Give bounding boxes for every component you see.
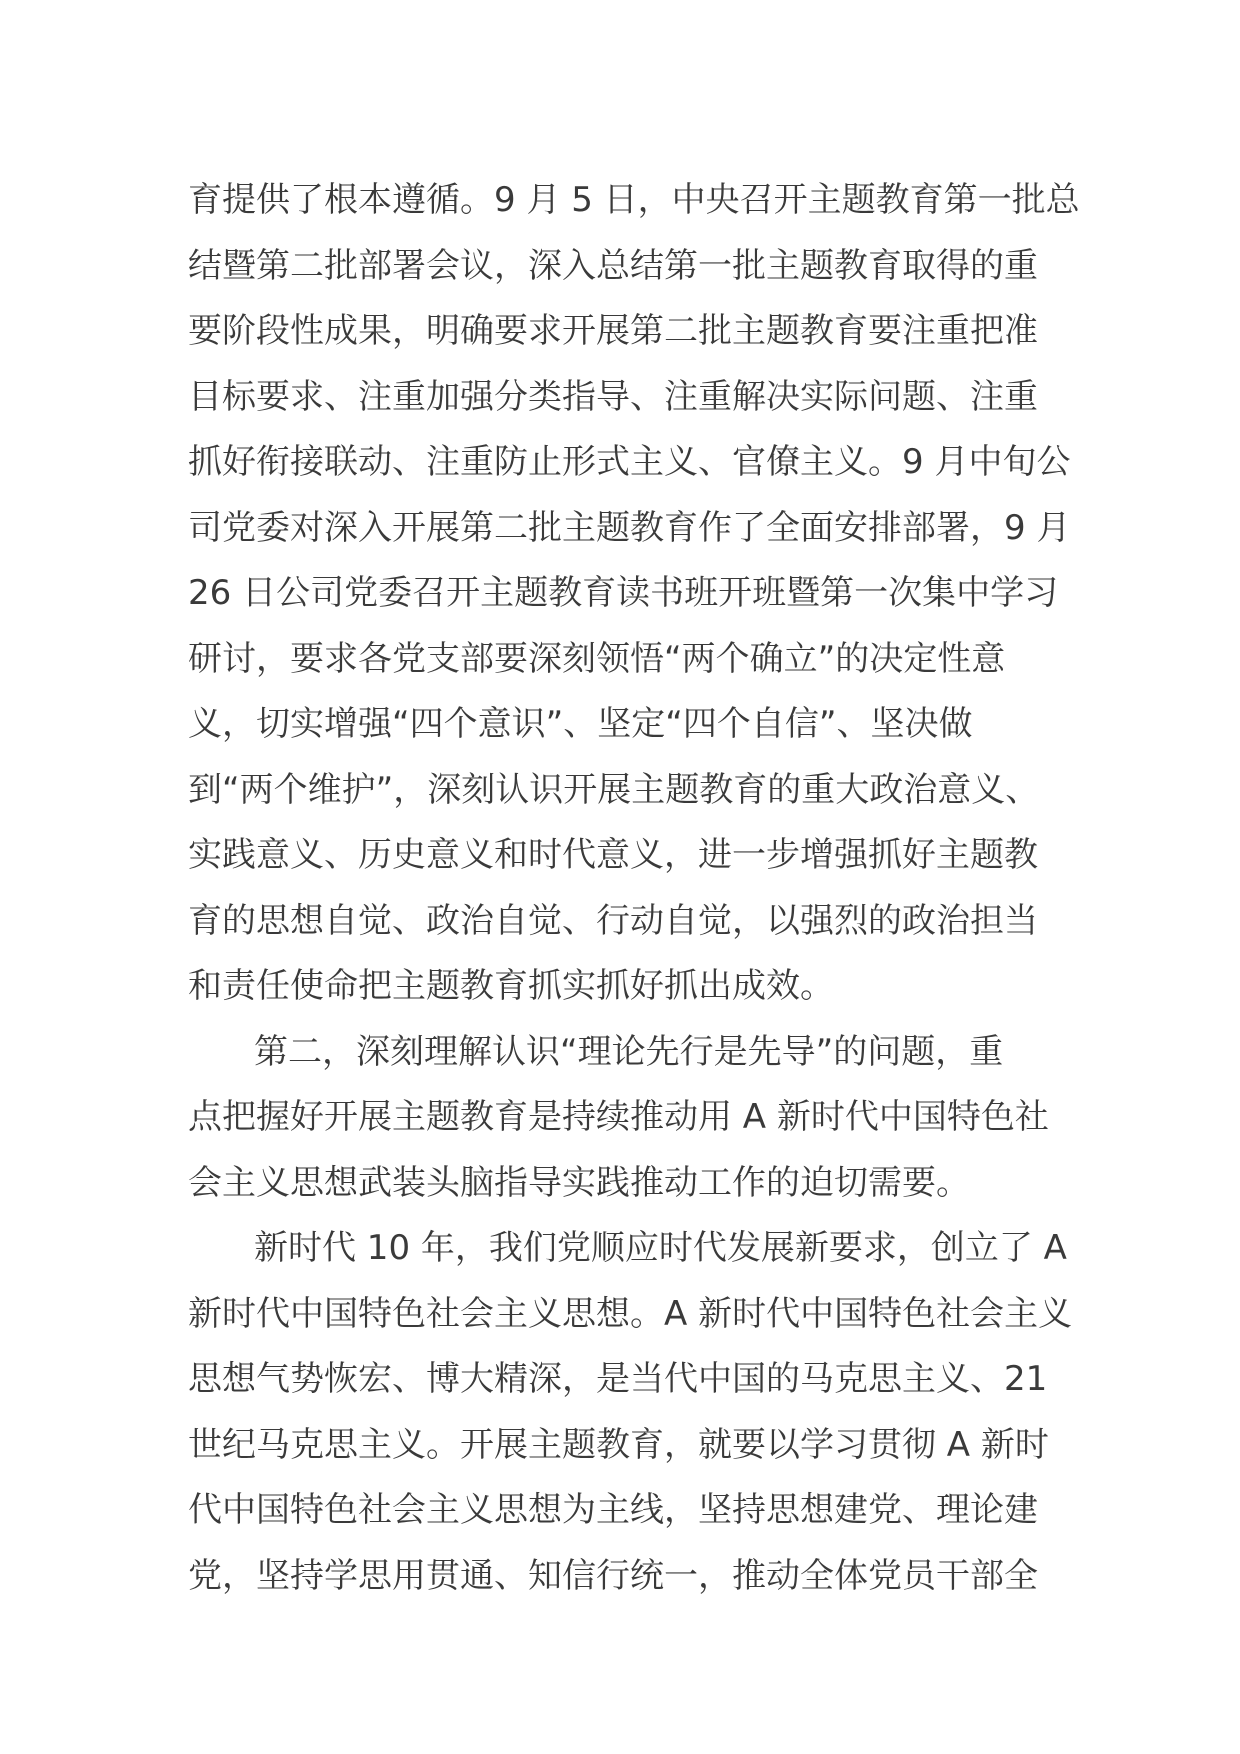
text-line: 党，坚持学思用贯通、知信行统一，推动全体党员干部全 — [188, 1555, 1038, 1596]
body-text — [188, 168, 1080, 1609]
text-line: 代中国特色社会主义思想为主线，坚持思想建党、理论建 — [188, 1490, 1038, 1530]
text-line: 抓好衔接联动、注重防止形式主义、官僚主义。9 月中旬公 — [188, 442, 1071, 482]
text-line: 育提供了根本遵循。9 月 5 日，中央召开主题教育第一批总 — [188, 180, 1080, 220]
text-line: 思想气势恢宏、博大精深，是当代中国的马克思主义、21 — [188, 1359, 1048, 1399]
text-line: 义，切实增强“四个意识”、坚定“四个自信”、坚决做 — [188, 704, 973, 744]
text-line: 育的思想自觉、政治自觉、行动自觉，以强烈的政治担当 — [188, 900, 1038, 941]
text-line: 实践意义、历史意义和时代意义，进一步增强抓好主题教 — [188, 835, 1038, 875]
text-line: 研讨，要求各党支部要深刻领悟“两个确立”的决定性意 — [188, 638, 1006, 679]
text-line: 点把握好开展主题教育是持续推动用 A 新时代中国特色社 — [188, 1097, 1049, 1137]
paragraph — [188, 168, 1080, 1020]
text-line: 结暨第二批部署会议，深入总结第一批主题教育取得的重 — [188, 245, 1038, 286]
text-line: 新时代中国特色社会主义思想。A 新时代中国特色社会主义 — [188, 1293, 1073, 1334]
text-line: 到“两个维护”，深刻认识开展主题教育的重大政治意义、 — [188, 769, 1040, 810]
text-line: 世纪马克思主义。开展主题教育，就要以学习贯彻 A 新时 — [188, 1424, 1049, 1465]
text-line: 会主义思想武装头脑指导实践推动工作的迫切需要。 — [188, 1162, 970, 1203]
text-line: 司党委对深入开展第二批主题教育作了全面安排部署，9 月 — [188, 507, 1071, 548]
paragraph — [188, 1216, 1073, 1609]
text-line: 26 日公司党委召开主题教育读书班开班暨第一次集中学习 — [188, 573, 1059, 613]
text-line: 和责任使命把主题教育抓实抓好抓出成效。 — [188, 966, 834, 1006]
paragraph — [188, 1020, 1068, 1217]
text-line: 新时代 10 年，我们党顺应时代发展新要求，创立了 A — [254, 1228, 1067, 1268]
text-line: 第二，深刻理解认识“理论先行是先导”的问题，重 — [254, 1031, 1004, 1072]
text-line: 目标要求、注重加强分类指导、注重解决实际问题、注重 — [188, 376, 1038, 417]
text-line: 要阶段性成果，明确要求开展第二批主题教育要注重把准 — [188, 311, 1038, 351]
